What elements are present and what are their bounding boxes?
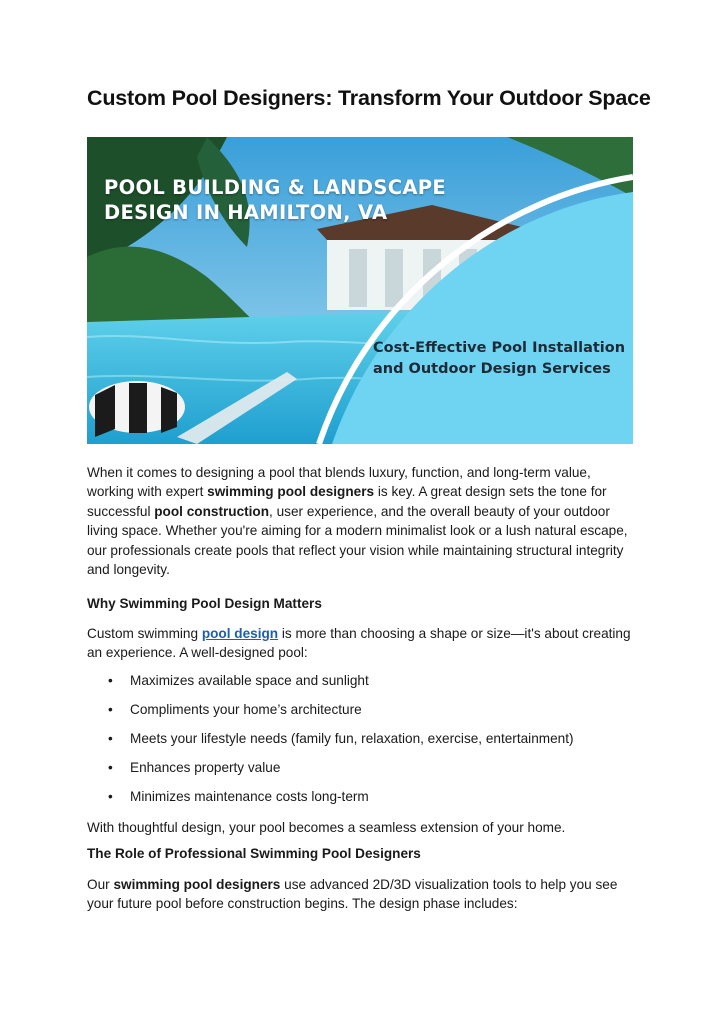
list-item-text: Meets your lifestyle needs (family fun, relaxation, exercise, entertainment) — [130, 731, 574, 746]
section2-paragraph — [87, 875, 635, 914]
section1-closing: With thoughtful design, your pool becomes a seamless extension of your home. — [87, 820, 566, 835]
section-heading-why: Why Swimming Pool Design Matters — [87, 596, 322, 611]
pool-design-link[interactable]: pool design — [201, 626, 279, 641]
bullet-dot: • — [108, 673, 113, 688]
page-title: Custom Pool Designers: Transform Your Outdoor Space — [87, 86, 651, 110]
bullet-dot: • — [108, 760, 113, 775]
intro-bold-a: swimming pool designers — [207, 484, 375, 500]
list-item-text: Maximizes available space and sunlight — [130, 673, 369, 688]
list-item-text: Compliments your home’s architecture — [130, 702, 362, 717]
section1-text-b: is more than choosing a shape or size—it's about creating an experience. A well-designed pool: — [87, 626, 631, 661]
hero-subtitle-line-2: and Outdoor Design Services — [373, 361, 611, 377]
section2-text-a: Our — [87, 877, 114, 892]
bullet-dot: • — [108, 789, 113, 804]
bullet-dot: • — [108, 702, 113, 717]
hero-title-line-1: POOL BUILDING & LANDSCAPE — [104, 176, 446, 199]
hero-subtitle — [373, 338, 625, 380]
hero-subtitle-line-1: Cost-Effective Pool Installation — [373, 340, 626, 356]
section2-bold: swimming pool designers — [113, 877, 281, 892]
list-item-text: Enhances property value — [130, 760, 281, 775]
section1-text-a: Custom swimming — [87, 626, 202, 641]
section1-paragraph — [87, 624, 635, 663]
intro-text-b: is key. A great design sets the tone for successful — [87, 484, 607, 519]
intro-text-a: When it comes to designing a pool that blends luxury, function, and long-term value, working with expert — [87, 465, 591, 500]
intro-bold-b: pool construction — [154, 503, 270, 519]
hero-banner-image — [87, 137, 633, 444]
hero-title-line-2: DESIGN IN HAMILTON, VA — [104, 201, 388, 224]
intro-paragraph — [87, 463, 635, 579]
section-heading-role: The Role of Professional Swimming Pool Designers — [87, 846, 421, 861]
hero-title — [104, 175, 446, 225]
bullet-dot: • — [108, 731, 113, 746]
section2-text-b: use advanced 2D/3D visualization tools to help you see your future pool before construction begins. The design phase includes: — [87, 877, 618, 912]
intro-text-c: , user experience, and the overall beauty of your outdoor living space. Whether you're aiming for a modern minimalist look or a lush natural escape, our professionals create pools that reflect your vision while maintaining structural integrity and longevity. — [87, 503, 628, 578]
list-item-text: Minimizes maintenance costs long-term — [130, 789, 369, 804]
